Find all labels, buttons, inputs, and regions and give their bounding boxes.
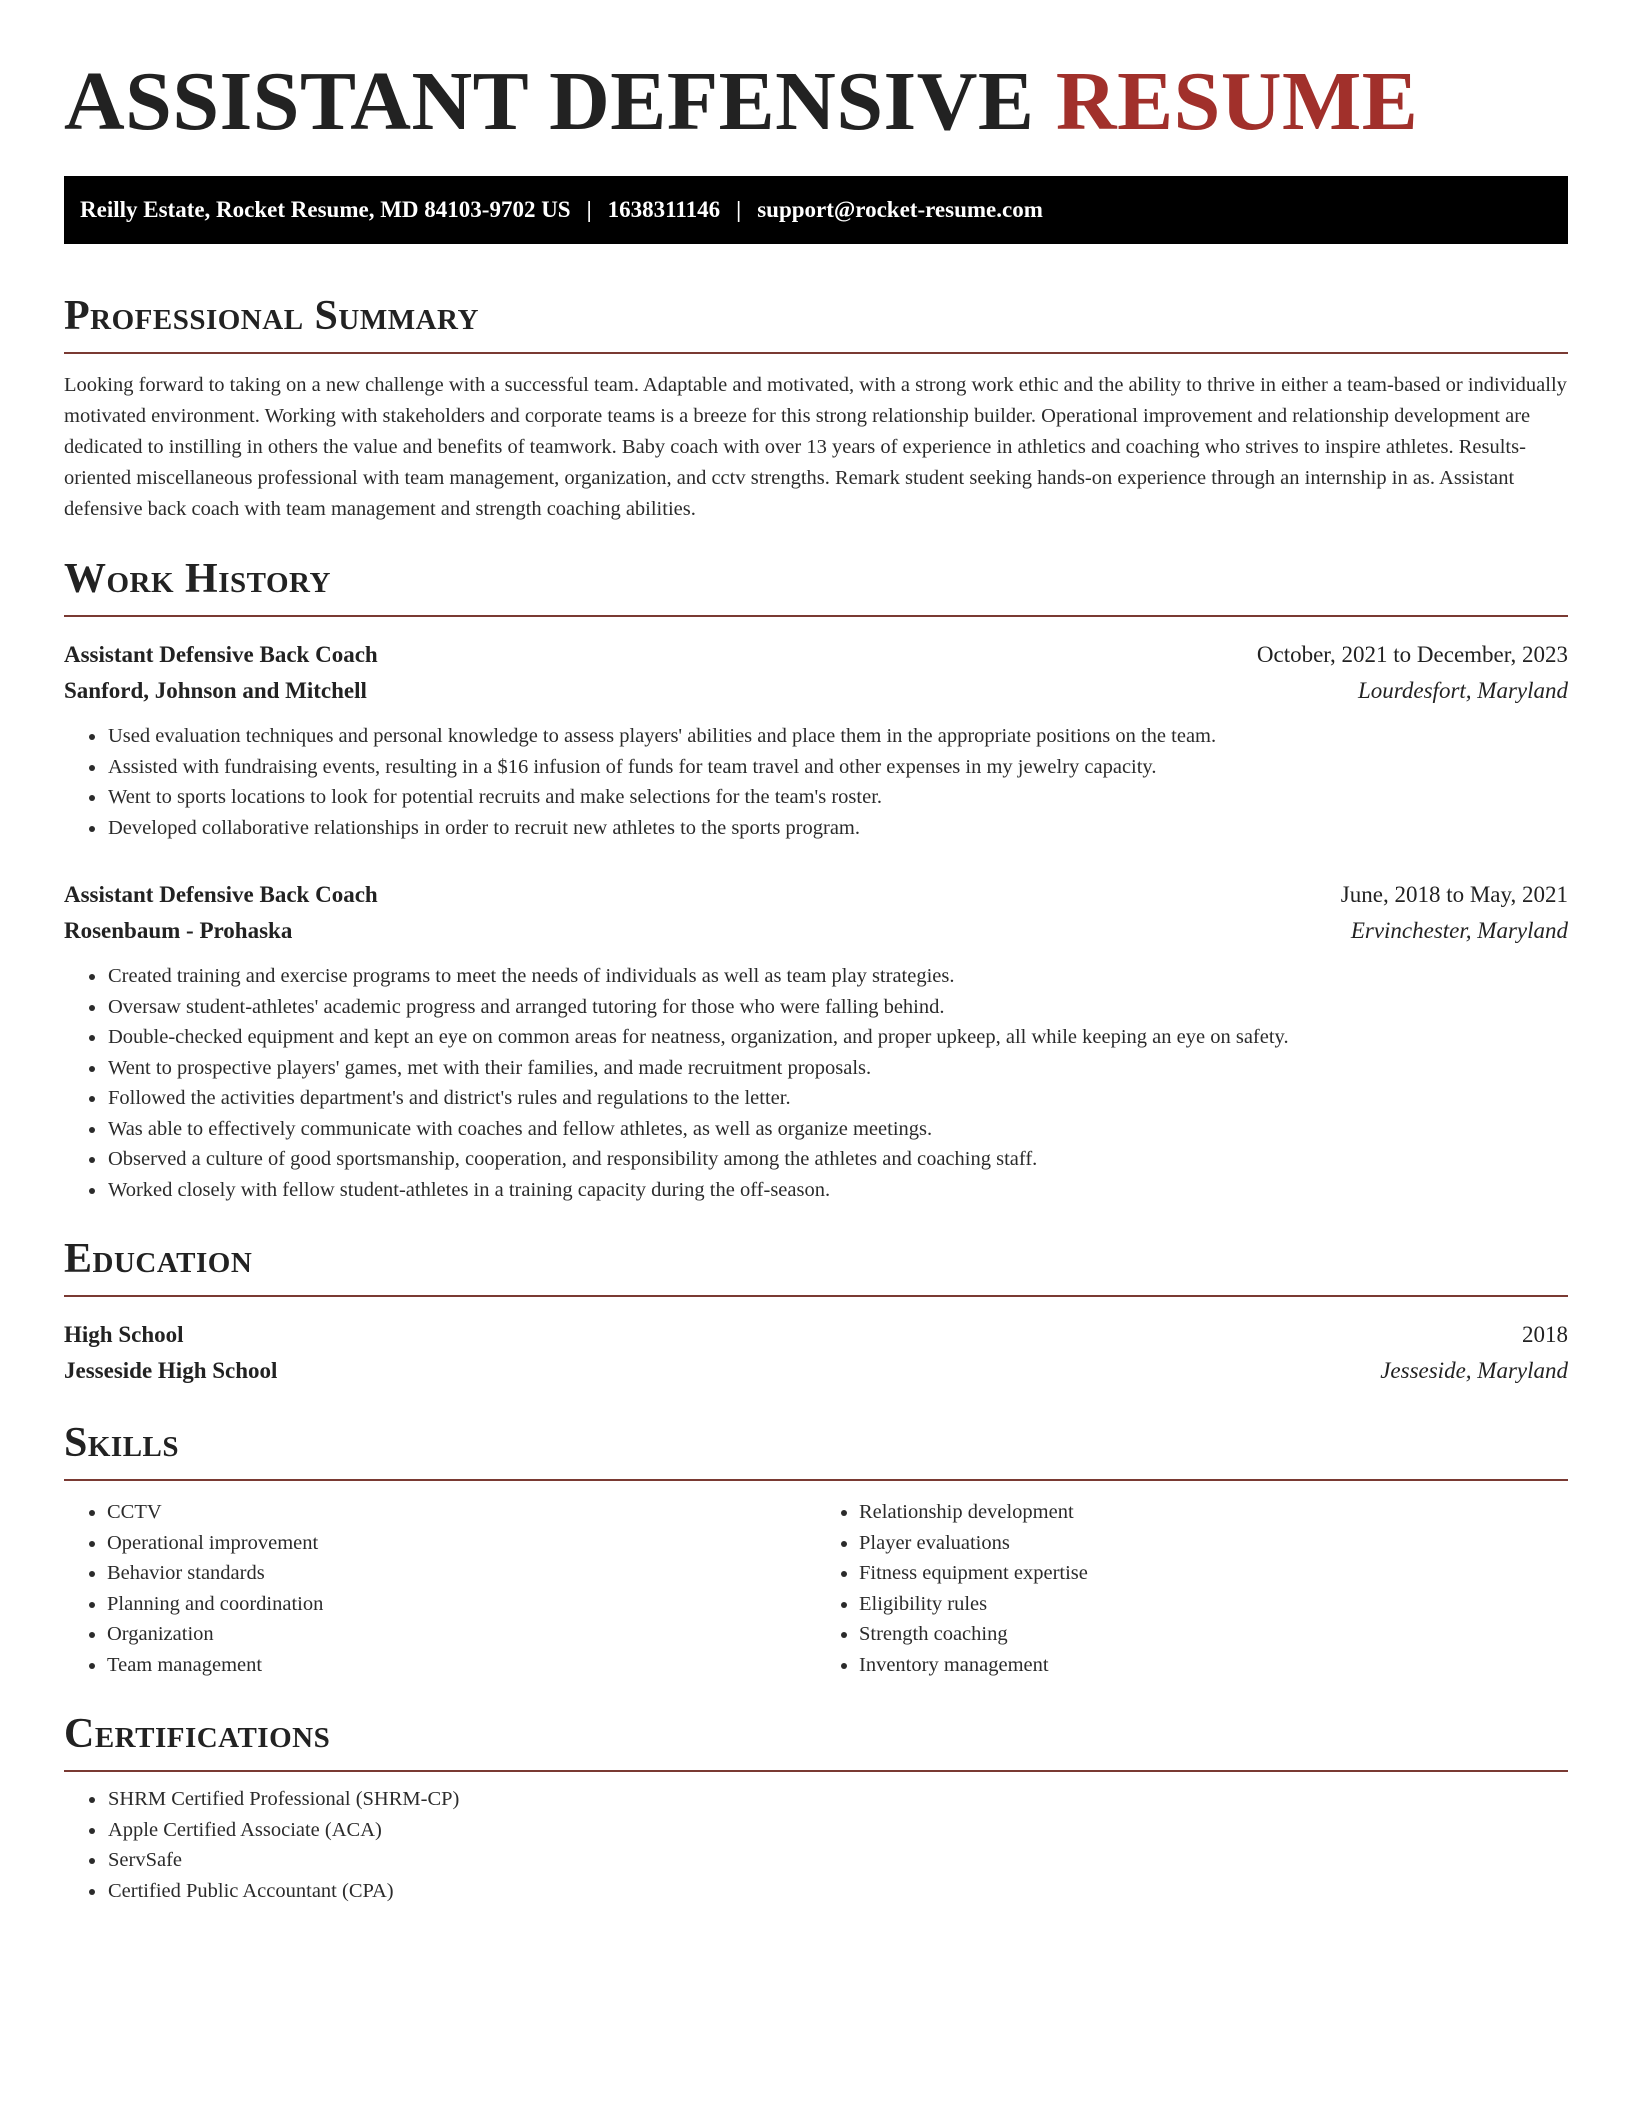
job-company-row	[64, 673, 1568, 709]
certification-item: • Certified Public Accountant (CPA)	[107, 1876, 1568, 1907]
skills-section	[64, 1415, 1568, 1680]
job-title-row	[64, 637, 1568, 673]
job-location: Ervinchester, Maryland	[1350, 918, 1568, 943]
job-bullet: • Followed the activities department's and district's rules and regulations to the letter.	[107, 1083, 1568, 1114]
job-bullet: • Assisted with fundraising events, resulting in a $16 infusion of funds for team travel and other expenses in my jewelry capacity.	[107, 752, 1568, 783]
certification-item: • SHRM Certified Professional (SHRM-CP)	[107, 1784, 1568, 1815]
job-bullets	[64, 721, 1568, 843]
skill-item: • Eligibility rules	[859, 1589, 1568, 1620]
skill-item: • CCTV	[107, 1497, 816, 1528]
education-section	[64, 1231, 1568, 1389]
job-bullet: • Developed collaborative relationships in order to recruit new athletes to the sports program.	[107, 813, 1568, 844]
contact-email: support@rocket-resume.com	[757, 197, 1043, 222]
skill-item: • Player evaluations	[859, 1528, 1568, 1559]
education-year: 2018	[1522, 1322, 1568, 1347]
job-bullet: • Double-checked equipment and kept an eye on common areas for neatness, organization, and proper upkeep, all while keeping an eye on safety.	[107, 1022, 1568, 1053]
job-bullet: • Created training and exercise programs to meet the needs of individuals as well as team play strategies.	[107, 961, 1568, 992]
skill-item: • Operational improvement	[107, 1528, 816, 1559]
resume-title	[64, 52, 1568, 152]
section-heading-work-history: Work History	[64, 556, 331, 602]
section-divider	[64, 1479, 1568, 1481]
section-heading-education: Education	[64, 1236, 253, 1282]
skill-item: • Behavior standards	[107, 1558, 816, 1589]
summary-section	[64, 288, 1568, 525]
summary-text: Looking forward to taking on a new challenge with a successful team. Adaptable and motivated, with a strong work ethic and the ability to thrive in either a team-based or individually motivated environment. Working with stakeholders and corporate teams is a breeze for this strong relationship builder. Operational improvement and relationship development are dedicated to instilling in others the value and benefits of teamwork. Baby coach with over 13 years of experience in athletics and coaching who strives to inspire athletes. Results-oriented miscellaneous professional with team management, organization, and cctv strengths. Remark student seeking hands-on experience through an internship in as. Assistant defensive back coach with team management and strength coaching abilities.	[64, 374, 1567, 520]
job-bullet: • Was able to effectively communicate with coaches and fellow athletes, as well as organize meetings.	[107, 1114, 1568, 1145]
education-entry	[64, 1317, 1568, 1389]
job-company: Sanford, Johnson and Mitchell	[64, 678, 367, 703]
education-school-row	[64, 1353, 1568, 1389]
education-degree: High School	[64, 1322, 184, 1347]
title-main: ASSISTANT DEFENSIVE	[64, 55, 1035, 148]
job-location: Lourdesfort, Maryland	[1358, 678, 1568, 703]
job-bullet: • Worked closely with fellow student-athletes in a training capacity during the off-season.	[107, 1175, 1568, 1206]
section-divider	[64, 1770, 1568, 1772]
job-dates: June, 2018 to May, 2021	[1340, 882, 1568, 907]
education-degree-row	[64, 1317, 1568, 1353]
skill-item: • Planning and coordination	[107, 1589, 816, 1620]
job-bullet: • Used evaluation techniques and personal knowledge to assess players' abilities and place them in the appropriate positions on the team.	[107, 721, 1568, 752]
job-entry	[64, 877, 1568, 1205]
certification-item: • Apple Certified Associate (ACA)	[107, 1815, 1568, 1846]
job-company: Rosenbaum - Prohaska	[64, 918, 293, 943]
skill-item: • Team management	[107, 1650, 816, 1681]
skill-item: • Relationship development	[859, 1497, 1568, 1528]
skills-column-left	[64, 1497, 816, 1680]
skills-grid	[64, 1497, 1568, 1680]
contact-phone: 1638311146	[607, 197, 721, 222]
skills-column-right	[816, 1497, 1568, 1680]
section-divider	[64, 352, 1568, 354]
job-bullets	[64, 961, 1568, 1205]
skill-item: • Fitness equipment expertise	[859, 1558, 1568, 1589]
work-history-section	[64, 551, 1568, 1205]
section-heading-summary: Professional Summary	[64, 293, 479, 339]
section-divider	[64, 615, 1568, 617]
skill-item: • Inventory management	[859, 1650, 1568, 1681]
education-location: Jesseside, Maryland	[1380, 1358, 1568, 1383]
skill-item: • Organization	[107, 1619, 816, 1650]
section-divider	[64, 1295, 1568, 1297]
job-bullet: • Went to sports locations to look for potential recruits and make selections for the team's roster.	[107, 782, 1568, 813]
contact-bar	[64, 176, 1568, 244]
job-bullet: • Oversaw student-athletes' academic progress and arranged tutoring for those who were falling behind.	[107, 992, 1568, 1023]
job-bullet: • Observed a culture of good sportsmanship, cooperation, and responsibility among the athletes and coaching staff.	[107, 1144, 1568, 1175]
job-dates: October, 2021 to December, 2023	[1256, 642, 1568, 667]
title-accent: RESUME	[1055, 55, 1419, 148]
job-bullet: • Went to prospective players' games, met with their families, and made recruitment proposals.	[107, 1053, 1568, 1084]
certifications-section	[64, 1706, 1568, 1906]
certification-item: • ServSafe	[107, 1845, 1568, 1876]
job-entry	[64, 637, 1568, 843]
section-heading-certifications: Certifications	[64, 1711, 331, 1757]
job-title-row	[64, 877, 1568, 913]
job-company-row	[64, 913, 1568, 949]
contact-separator: |	[586, 197, 592, 222]
education-school: Jesseside High School	[64, 1358, 278, 1383]
job-title: Assistant Defensive Back Coach	[64, 882, 378, 907]
contact-separator: |	[736, 197, 742, 222]
job-title: Assistant Defensive Back Coach	[64, 642, 378, 667]
certification-list	[64, 1784, 1568, 1906]
contact-address: Reilly Estate, Rocket Resume, MD 84103-9702 US	[80, 197, 571, 222]
skill-item: • Strength coaching	[859, 1619, 1568, 1650]
section-heading-skills: Skills	[64, 1420, 180, 1466]
